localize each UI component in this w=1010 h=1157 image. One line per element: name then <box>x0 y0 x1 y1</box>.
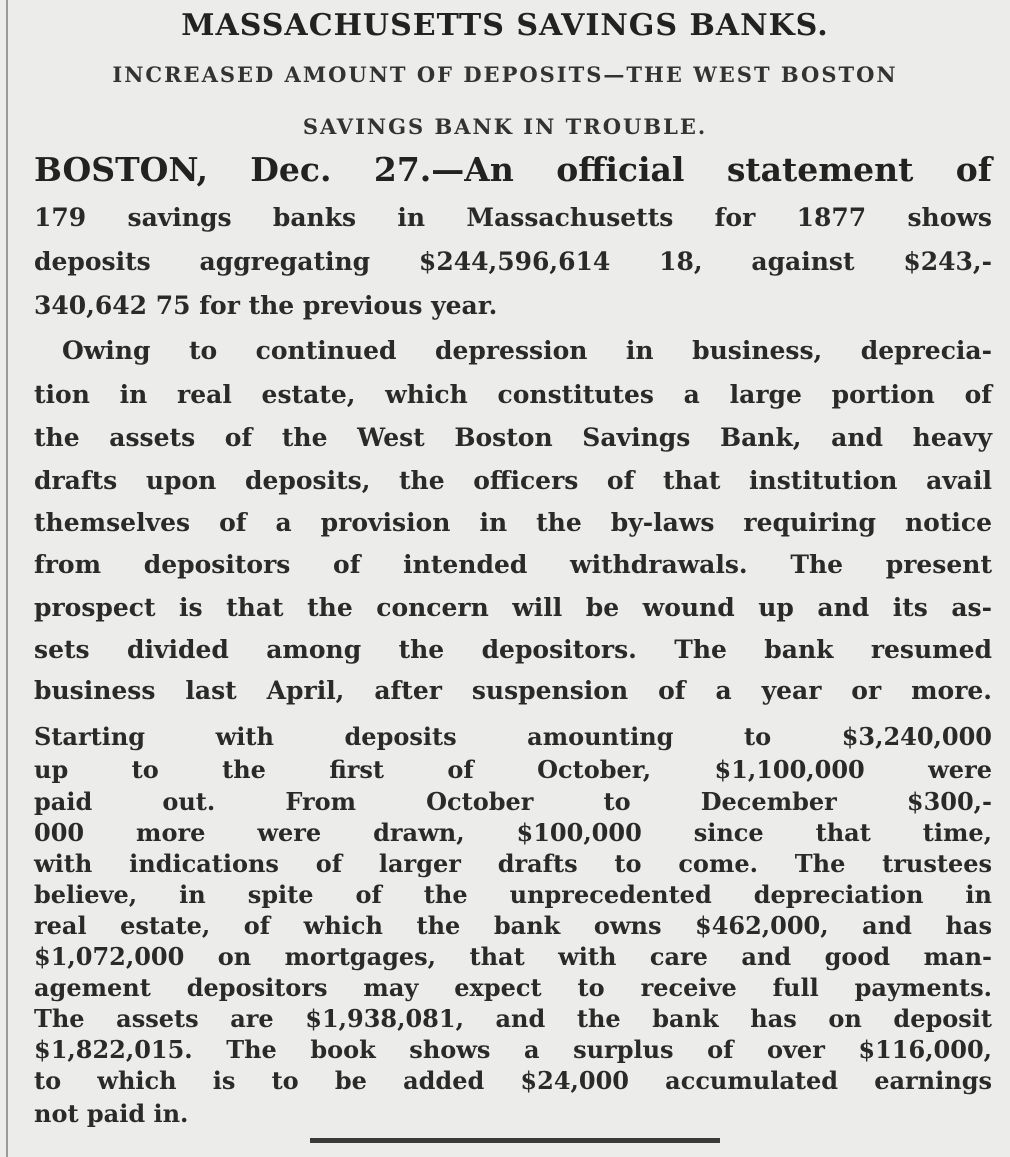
article-subhead-2: SAVINGS BANK IN TROUBLE. <box>302 114 708 139</box>
article-line: not paid in. <box>34 1099 189 1128</box>
article-line: real estate, of which the bank owns $462,000, and has <box>34 911 992 940</box>
article-line: BOSTON, Dec. 27.—An official statement of <box>34 150 992 189</box>
article-line: $1,822,015. The book shows a surplus of over $116,000, <box>34 1035 992 1064</box>
article-line: Owing to continued depression in business, deprecia- <box>62 336 992 365</box>
article-line: drafts upon deposits, the officers of that institution avail <box>34 466 992 495</box>
article-line: to which is to be added $24,000 accumulated earnings <box>34 1066 992 1095</box>
article-line: paid out. From October to December $300,- <box>34 787 992 816</box>
article-line: believe, in spite of the unprecedented depreciation in <box>34 880 992 909</box>
article-line: 340,642 75 for the previous year. <box>34 291 498 320</box>
article-line: business last April, after suspension of a year or more. <box>34 676 992 705</box>
article-line: from depositors of intended withdrawals. The present <box>34 550 992 579</box>
article-line: The assets are $1,938,081, and the bank has on deposit <box>34 1004 992 1033</box>
article-line: 179 savings banks in Massachusetts for 1877 shows <box>34 203 992 232</box>
article-line: $1,072,000 on mortgages, that with care and good man- <box>34 942 992 971</box>
article-line: prospect is that the concern will be wound up and its as- <box>34 593 992 622</box>
article-line: tion in real estate, which constitutes a large portion of <box>34 380 992 409</box>
section-divider <box>310 1138 720 1143</box>
article-line: themselves of a provision in the by-laws requiring notice <box>34 508 992 537</box>
article-line: the assets of the West Boston Savings Bank, and heavy <box>34 423 992 452</box>
article-headline: MASSACHUSETTS SAVINGS BANKS. <box>181 8 829 43</box>
article-line: with indications of larger drafts to come. The trustees <box>34 849 992 878</box>
article-line: 000 more were drawn, $100,000 since that time, <box>34 818 992 847</box>
article-subhead-1: INCREASED AMOUNT OF DEPOSITS—THE WEST BOSTON <box>112 62 898 87</box>
article-line: up to the first of October, $1,100,000 were <box>34 755 992 784</box>
article-line: sets divided among the depositors. The bank resumed <box>34 635 992 664</box>
article-line: Starting with deposits amounting to $3,240,000 <box>34 722 992 751</box>
article-line: deposits aggregating $244,596,614 18, against $243,- <box>34 247 992 276</box>
article-line: agement depositors may expect to receive full payments. <box>34 973 992 1002</box>
